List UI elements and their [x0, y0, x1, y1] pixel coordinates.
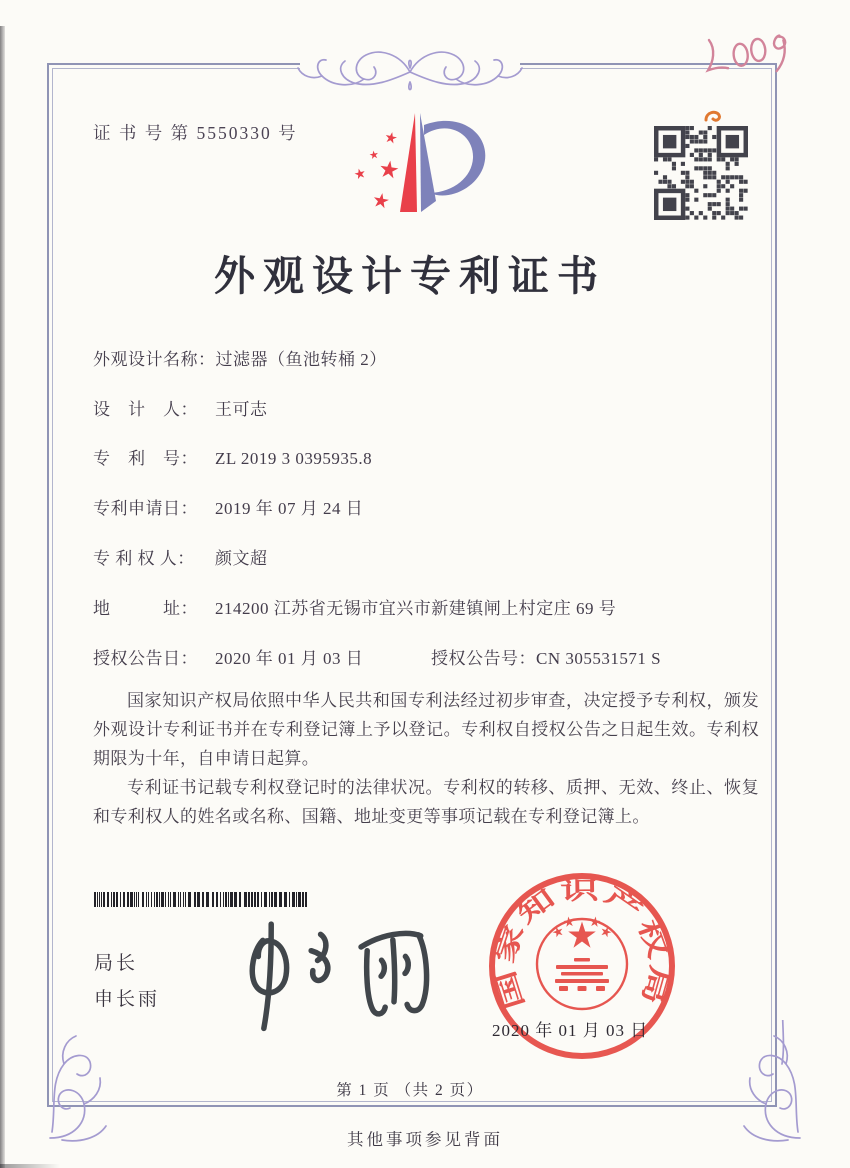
field-label: 外观设计名称： [93, 350, 216, 369]
field-row-grant [93, 644, 661, 669]
field-value: 王可志 [215, 400, 268, 419]
field-row-patentee [93, 544, 268, 569]
field-row-designer [93, 395, 268, 420]
page-number: 第 1 页 （共 2 页） [336, 1082, 484, 1099]
certificate-number: 证 书 号 第 5550330 号 [93, 123, 298, 143]
scan-edge-shadow-bottom [0, 1164, 60, 1168]
qr-code-icon [654, 126, 748, 220]
cnipa-logo-icon [336, 108, 506, 236]
field-row-patent-number [93, 444, 372, 469]
field-label: 授权公告日： [93, 649, 198, 668]
field-label: 设 计 人： [93, 400, 198, 419]
svg-text:国家知识产权局 [491, 877, 673, 1012]
field-label: 地 址： [93, 599, 198, 618]
handwritten-corner-annotation [695, 13, 801, 83]
field-value: 颜文超 [215, 549, 268, 568]
field-row-filing-date [93, 494, 363, 519]
seal-date: 2020 年 01 月 03 日 [492, 1021, 649, 1040]
qr-orange-mark-icon [702, 106, 724, 126]
field-row-design-name [93, 345, 387, 370]
scan-edge-shadow [0, 26, 5, 1168]
field-value: 2020 年 01 月 03 日 [215, 649, 364, 668]
field-label: 专 利 号： [93, 449, 198, 468]
field-value: 过滤器（鱼池转桶 2） [215, 350, 387, 369]
legal-paragraph-1: 国家知识产权局依照中华人民共和国专利法经过初步审查，决定授予专利权，颁发外观设计专利证书并在专利登记簿上予以登记。专利权自授权公告之日起生效。专利权期限为十年，自申请日起算。 [93, 691, 759, 768]
official-title: 局长 [94, 953, 139, 974]
field-row-address [93, 594, 616, 619]
top-ornament-flourish-icon [260, 38, 560, 108]
field-label: 专利申请日： [93, 499, 198, 518]
field-value: CN 305531571 S [536, 649, 662, 668]
field-value: 2019 年 07 月 24 日 [215, 499, 364, 518]
field-value: ZL 2019 3 0395935.8 [215, 449, 373, 468]
certificate-title: 外观设计专利证书 [214, 253, 606, 299]
official-name: 申长雨 [94, 989, 161, 1010]
back-note: 其他事项参见背面 [347, 1130, 503, 1149]
barcode-icon [94, 892, 310, 907]
signature-shen-changyu-icon [222, 908, 441, 1040]
field-value: 214200 江苏省无锡市宜兴市新建镇闸上村定庄 69 号 [215, 599, 617, 618]
legal-paragraph-2: 专利证书记载专利权登记时的法律状况。专利权的转移、质押、无效、终止、恢复和专利权人的姓名或名称、国籍、地址变更等事项记载在专利登记簿上。 [93, 778, 759, 826]
legal-body-text [93, 686, 759, 831]
seal-agency-text: 国家知识产权局 [491, 877, 673, 1012]
official-block [94, 946, 160, 1018]
field-label: 专 利 权 人： [93, 549, 195, 568]
field-label: 授权公告号： [431, 649, 536, 668]
